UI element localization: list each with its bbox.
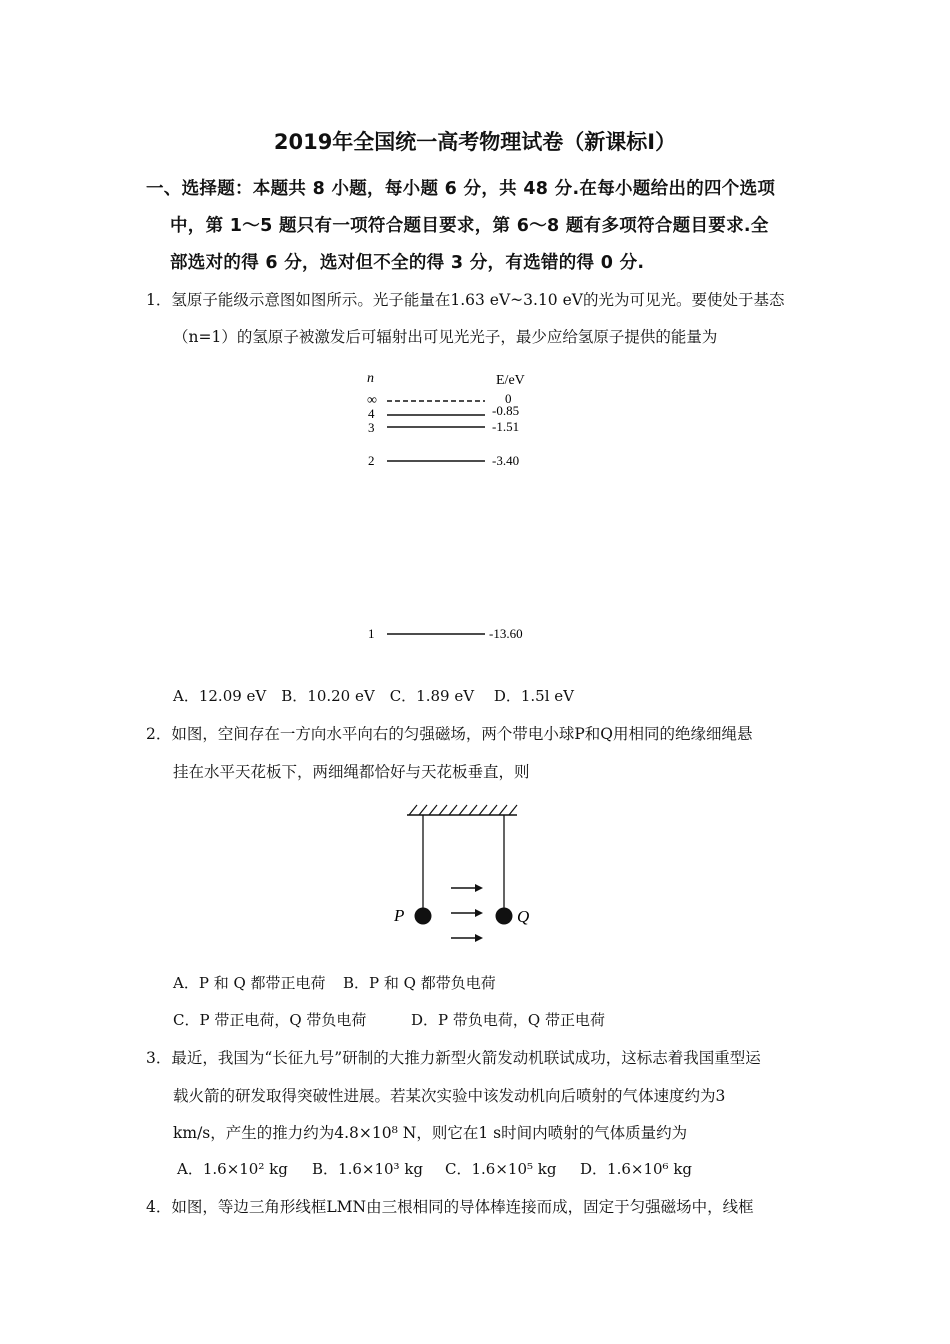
level-energy-2: -3.40 — [492, 453, 520, 468]
question-3-line-2: 载火箭的研发取得突破性进展。若某次实验中该发动机向后喷射的气体速度约为3 — [173, 1087, 726, 1105]
level-n-4: 4 — [368, 406, 375, 421]
level-energy-3: -1.51 — [492, 419, 520, 434]
question-3-option-a: A．1.6×10² kg — [177, 1160, 288, 1178]
ball-p — [415, 908, 432, 925]
charged-balls-diagram — [385, 800, 545, 950]
page-title: 2019年全国统一高考物理试卷（新课标Ⅰ） — [273, 130, 677, 154]
question-2-option-d: D．P 带负电荷，Q 带正电荷 — [411, 1011, 605, 1029]
question-2-option-a: A．P 和 Q 都带正电荷 — [173, 974, 326, 992]
question-3-option-c: C．1.6×10⁵ kg — [445, 1160, 557, 1178]
level-energy-4: -0.85 — [492, 403, 520, 418]
level-n-infinity: ∞ — [367, 393, 377, 408]
level-n-2: 2 — [368, 453, 375, 468]
axis-n-label: n — [367, 371, 374, 386]
question-2-option-b: B．P 和 Q 都带负电荷 — [343, 974, 496, 992]
ball-q — [496, 908, 513, 925]
question-3-option-b: B．1.6×10³ kg — [312, 1160, 424, 1178]
level-energy-infinity: 0 — [505, 391, 512, 406]
question-1-line-2: （n=1）的氢原子被激发后可辐射出可见光光子，最少应给氢原子提供的能量为 — [173, 328, 718, 346]
section-instructions-line-3: 部选对的得 6 分，选对但不全的得 3 分，有选错的得 0 分. — [170, 253, 645, 273]
question-4-line-1: 4．如图，等边三角形线框LMN由三根相同的导体棒连接而成，固定于匀强磁场中，线框 — [146, 1198, 754, 1216]
section-instructions-line-2: 中，第 1～5 题只有一项符合题目要求，第 6～8 题有多项符合题目要求.全 — [170, 216, 769, 236]
question-1-line-1: 1．氢原子能级示意图如图所示。光子能量在1.63 eV~3.10 eV的光为可见光。要使处于基态 — [146, 291, 785, 309]
ceiling-hatching — [409, 805, 517, 815]
question-2-line-1: 2．如图，空间存在一方向水平向右的匀强磁场，两个带电小球P和Q用相同的绝缘细绳悬 — [146, 725, 753, 743]
question-2-line-2: 挂在水平天花板下，两细绳都恰好与天花板垂直，则 — [173, 763, 530, 781]
question-3-line-3: km/s，产生的推力约为4.8×10⁸ N，则它在1 s时间内喷射的气体质量约为 — [173, 1124, 688, 1142]
label-p: P — [394, 906, 405, 925]
question-1-options: A．12.09 eV B．10.20 eV C．1.89 eV D．1.5l eV — [173, 687, 574, 705]
section-instructions-line-1: 一、选择题：本题共 8 小题，每小题 6 分，共 48 分.在每小题给出的四个选项 — [146, 179, 776, 199]
axis-energy-label: E/eV — [496, 373, 525, 388]
field-arrows — [451, 884, 483, 942]
energy-level-diagram — [355, 368, 545, 648]
question-2-option-c: C．P 带正电荷，Q 带负电荷 — [173, 1011, 367, 1029]
label-q: Q — [517, 907, 530, 926]
level-energy-1: -13.60 — [489, 626, 523, 641]
level-n-1: 1 — [368, 626, 375, 641]
question-3-line-1: 3．最近，我国为“长征九号”研制的大推力新型火箭发动机联试成功，这标志着我国重型运 — [146, 1049, 761, 1067]
question-3-option-d: D．1.6×10⁶ kg — [580, 1160, 693, 1178]
level-n-3: 3 — [368, 420, 375, 435]
